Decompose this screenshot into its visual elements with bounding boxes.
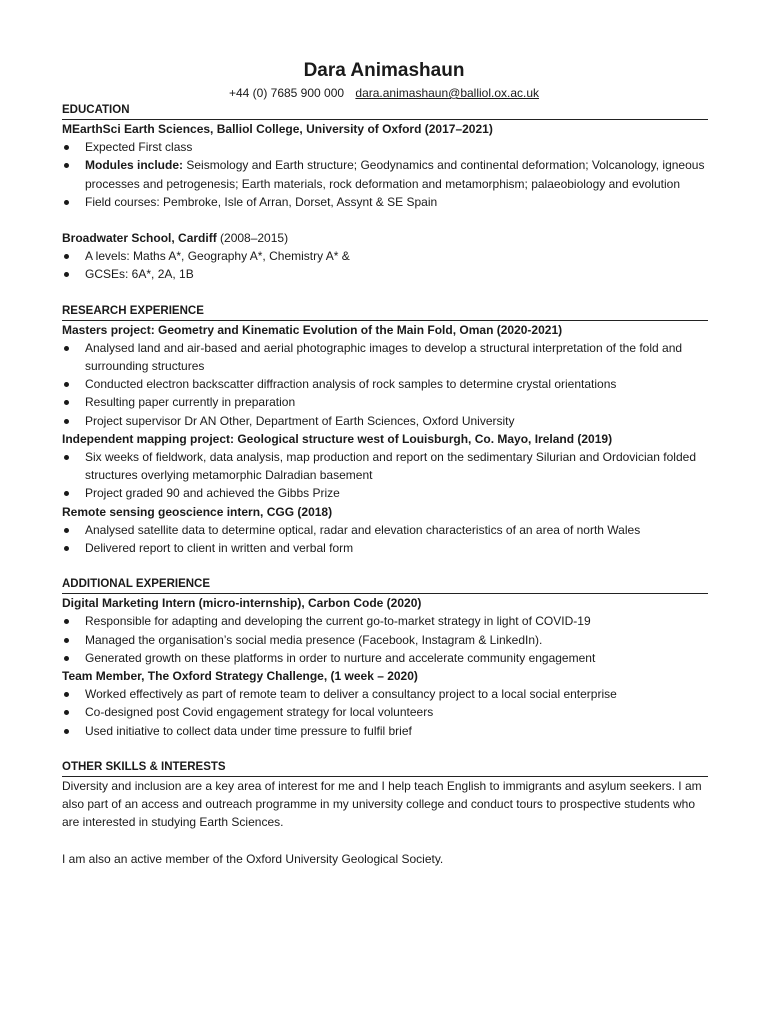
list-oxford bbox=[62, 138, 708, 211]
spacer bbox=[62, 284, 708, 302]
list-item: Co-designed post Covid engagement strategy for local volunteers bbox=[62, 703, 708, 721]
list-item: Project supervisor Dr AN Other, Department of Earth Sciences, Oxford University bbox=[62, 412, 708, 430]
entry-title-masters: Masters project: Geometry and Kinematic Evolution of the Main Fold, Oman (2020-2021) bbox=[62, 322, 563, 337]
skills-paragraph: Diversity and inclusion are a key area of interest for me and I help teach English to immigrants and asylum seekers. I am also part of an access and outreach programme in my university college and conduct tours to prospective students who are interested in studying Earth Sciences. bbox=[62, 778, 702, 830]
list-item: Conducted electron backscatter diffraction analysis of rock samples to determine crystal orientations bbox=[62, 375, 708, 393]
list-item: Responsible for adapting and developing the current go-to-market strategy in light of COVID-19 bbox=[62, 612, 708, 630]
section-title-skills: OTHER SKILLS & INTERESTS bbox=[62, 758, 708, 777]
society-paragraph: I am also an active member of the Oxford University Geological Society. bbox=[62, 851, 444, 866]
list-item bbox=[62, 156, 708, 192]
contact-line bbox=[0, 86, 768, 100]
entry-title-remote: Remote sensing geoscience intern, CGG (2018) bbox=[62, 504, 333, 519]
spacer bbox=[62, 557, 708, 575]
list-item: Generated growth on these platforms in order to nurture and accelerate community engagement bbox=[62, 649, 708, 667]
spacer bbox=[62, 832, 708, 850]
list-marketing bbox=[62, 612, 708, 667]
entry-title-oxford: MEarthSci Earth Sciences, Balliol College, University of Oxford (2017–2021) bbox=[62, 122, 493, 136]
list-item: Six weeks of fieldwork, data analysis, map production and report on the sedimentary Silurian and Ordovician folded structures overlying metamorphic Dalradian basement bbox=[62, 448, 708, 484]
list-mapping bbox=[62, 448, 708, 503]
email-link[interactable]: dara.animashaun@balliol.ox.ac.uk bbox=[355, 86, 540, 100]
candidate-name: Dara Animashaun bbox=[303, 60, 465, 81]
list-strategy bbox=[62, 685, 708, 740]
list-item: Field courses: Pembroke, Isle of Arran, Dorset, Assynt & SE Spain bbox=[62, 193, 708, 211]
school-dates: (2008–2015) bbox=[216, 231, 289, 246]
phone-number: +44 (0) 7685 900 000 bbox=[228, 86, 345, 100]
list-item: Worked effectively as part of remote team to deliver a consultancy project to a local social enterprise bbox=[62, 685, 708, 703]
school-name: Broadwater School, Cardiff bbox=[62, 231, 217, 246]
spacer bbox=[62, 211, 708, 229]
entry-title-school bbox=[62, 229, 708, 247]
list-item: Used initiative to collect data under time pressure to fulfil brief bbox=[62, 722, 708, 740]
section-title-research: RESEARCH EXPERIENCE bbox=[62, 302, 708, 321]
modules-label: Modules include: bbox=[85, 158, 184, 173]
list-remote bbox=[62, 521, 708, 557]
cv-content bbox=[62, 101, 708, 868]
section-title-education: EDUCATION bbox=[62, 101, 708, 120]
entry-title-strategy: Team Member, The Oxford Strategy Challenge, (1 week – 2020) bbox=[62, 669, 418, 684]
list-item: A levels: Maths A*, Geography A*, Chemistry A* & bbox=[62, 247, 708, 265]
list-item: Resulting paper currently in preparation bbox=[62, 393, 708, 411]
list-item: Analysed satellite data to determine optical, radar and elevation characteristics of an area of north Wales bbox=[62, 521, 708, 539]
list-item: Expected First class bbox=[62, 138, 708, 156]
list-item: Managed the organisation’s social media presence (Facebook, Instagram & LinkedIn). bbox=[62, 631, 708, 649]
list-school bbox=[62, 247, 708, 283]
entry-title-marketing: Digital Marketing Intern (micro-internship), Carbon Code (2020) bbox=[62, 596, 422, 611]
spacer bbox=[62, 740, 708, 758]
list-masters bbox=[62, 339, 708, 430]
modules-text: Seismology and Earth structure; Geodynamics and continental deformation; Volcanology, igneous processes and petrogenesis; Earth materials, rock deformation and metamorphism; palaeobiology and evolution bbox=[85, 158, 705, 191]
section-title-additional: ADDITIONAL EXPERIENCE bbox=[62, 575, 708, 594]
list-item: Delivered report to client in written and verbal form bbox=[62, 539, 708, 557]
list-item: GCSEs: 6A*, 2A, 1B bbox=[62, 265, 708, 283]
entry-title-mapping: Independent mapping project: Geological structure west of Louisburgh, Co. Mayo, Ireland (2019) bbox=[62, 431, 613, 446]
list-item: Analysed land and air-based and aerial photographic images to develop a structural interpretation of the fold and surrounding structures bbox=[62, 339, 708, 375]
list-item: Project graded 90 and achieved the Gibbs Prize bbox=[62, 484, 708, 502]
